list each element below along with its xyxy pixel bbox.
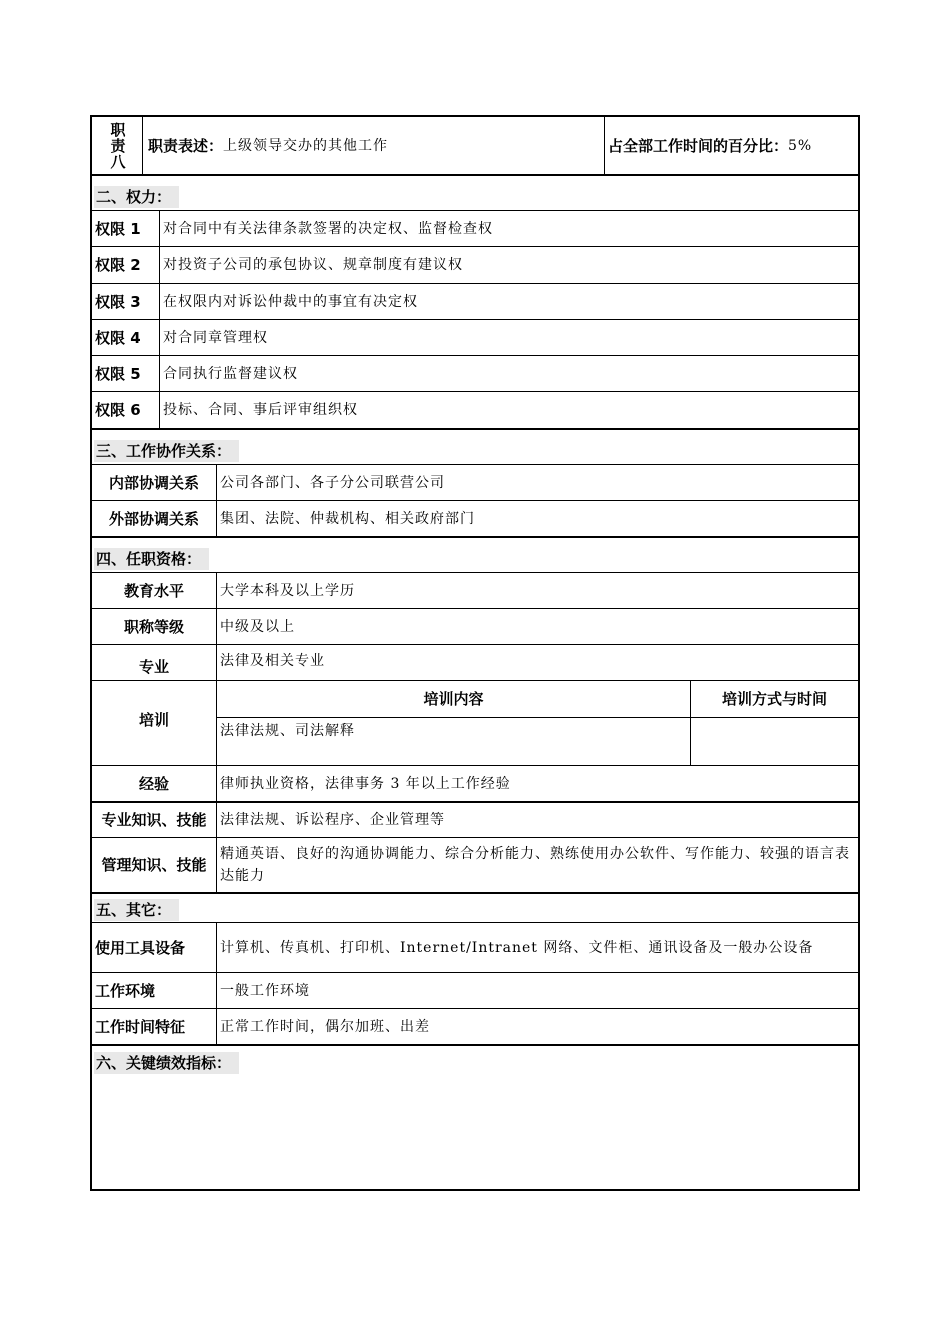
duty8-desc-label: 职责表述：	[148, 136, 224, 155]
authority-title: 二、权力：	[94, 186, 179, 208]
tools-row	[90, 922, 860, 972]
training-method-header: 培训方式与时间	[721, 690, 827, 708]
others-title: 五、其它：	[94, 899, 179, 921]
qualification-title: 四、任职资格：	[94, 548, 209, 570]
rank-label: 职称等级	[123, 617, 184, 636]
major-label: 专业	[138, 657, 169, 676]
authority-row	[90, 355, 860, 391]
internal-coordination-row	[90, 464, 860, 500]
work-time-row	[90, 1008, 860, 1044]
authority-row	[90, 246, 860, 283]
tools-value: 计算机、传真机、打印机、Internet/Intranet 网络、文件柜、通讯设备及一般办公设备	[220, 939, 814, 956]
authority-label: 权限 3	[95, 292, 141, 311]
education-row	[90, 572, 860, 608]
kpi-title: 六、关键绩效指标：	[94, 1052, 239, 1074]
authority-row	[90, 319, 860, 355]
authority-section-header	[90, 174, 860, 210]
external-coordination-label: 外部协调关系	[108, 509, 199, 528]
experience-value: 律师执业资格，法律事务 3 年以上工作经验	[220, 775, 511, 792]
authority-label: 权限 1	[95, 219, 141, 238]
authority-row	[90, 283, 860, 319]
training-label: 培训	[138, 711, 169, 729]
training-content-value: 法律法规、司法解释	[220, 723, 355, 739]
work-time-value: 正常工作时间，偶尔加班、出差	[220, 1018, 430, 1035]
kpi-section	[90, 1044, 860, 1191]
authority-row	[90, 210, 860, 246]
authority-text: 对合同章管理权	[163, 329, 268, 346]
training-method-value	[694, 717, 854, 765]
mgmt-skill-value: 精通英语、良好的沟通协调能力、综合分析能力、熟练使用办公软件、写作能力、较强的语言表达能力	[220, 846, 850, 884]
major-value: 法律及相关专业	[220, 652, 325, 669]
pro-skill-value: 法律法规、诉讼程序、企业管理等	[220, 812, 445, 828]
environment-row	[90, 972, 860, 1008]
training-content-header: 培训内容	[423, 690, 484, 708]
training-row	[90, 680, 860, 765]
experience-row	[90, 765, 860, 801]
duty8-row	[90, 115, 860, 174]
authority-label: 权限 2	[95, 256, 141, 274]
pro-skill-label: 专业知识、技能	[101, 811, 207, 829]
authority-label: 权限 6	[95, 401, 141, 419]
duty8-pct-label: 占全部工作时间的百分比：	[608, 136, 789, 155]
major-row	[90, 644, 860, 680]
duty8-percentage	[608, 117, 858, 174]
authority-label: 权限 5	[95, 364, 141, 383]
environment-label: 工作环境	[95, 981, 156, 1000]
cooperation-title: 三、工作协作关系：	[94, 440, 239, 462]
duty8-pct-value: 5%	[788, 137, 813, 154]
environment-value: 一般工作环境	[220, 982, 310, 999]
authority-text: 合同执行监督建议权	[163, 365, 298, 382]
authority-text: 对合同中有关法律条款签署的决定权、监督检查权	[163, 220, 493, 237]
authority-text: 对投资子公司的承包协议、规章制度有建议权	[163, 257, 463, 273]
external-coordination-row	[90, 500, 860, 536]
education-label: 教育水平	[123, 581, 184, 600]
duty8-desc-value: 上级领导交办的其他工作	[223, 137, 389, 154]
authority-row	[90, 391, 860, 428]
qualification-section-header	[90, 536, 860, 572]
external-coordination-value: 集团、法院、仲裁机构、相关政府部门	[220, 510, 475, 527]
mgmt-skill-label: 管理知识、技能	[101, 856, 207, 874]
authority-label: 权限 4	[95, 328, 141, 347]
mgmt-skill-row	[90, 837, 860, 892]
rank-value: 中级及以上	[220, 618, 295, 635]
others-section-header	[90, 892, 860, 922]
internal-coordination-label: 内部协调关系	[108, 473, 199, 492]
experience-label: 经验	[138, 774, 169, 793]
internal-coordination-value: 公司各部门、各子分公司联营公司	[220, 474, 445, 491]
pro-skill-row	[90, 801, 860, 837]
authority-text: 在权限内对诉讼仲裁中的事宜有决定权	[163, 293, 418, 310]
cooperation-section-header	[90, 428, 860, 464]
authority-text: 投标、合同、事后评审组织权	[163, 402, 358, 418]
job-description-sheet	[90, 115, 860, 1191]
education-value: 大学本科及以上学历	[220, 582, 355, 599]
duty8-description	[146, 117, 606, 174]
tools-label: 使用工具设备	[95, 938, 186, 957]
work-time-label: 工作时间特征	[95, 1017, 186, 1036]
rank-row	[90, 608, 860, 644]
duty8-label: 职责八	[110, 120, 126, 171]
